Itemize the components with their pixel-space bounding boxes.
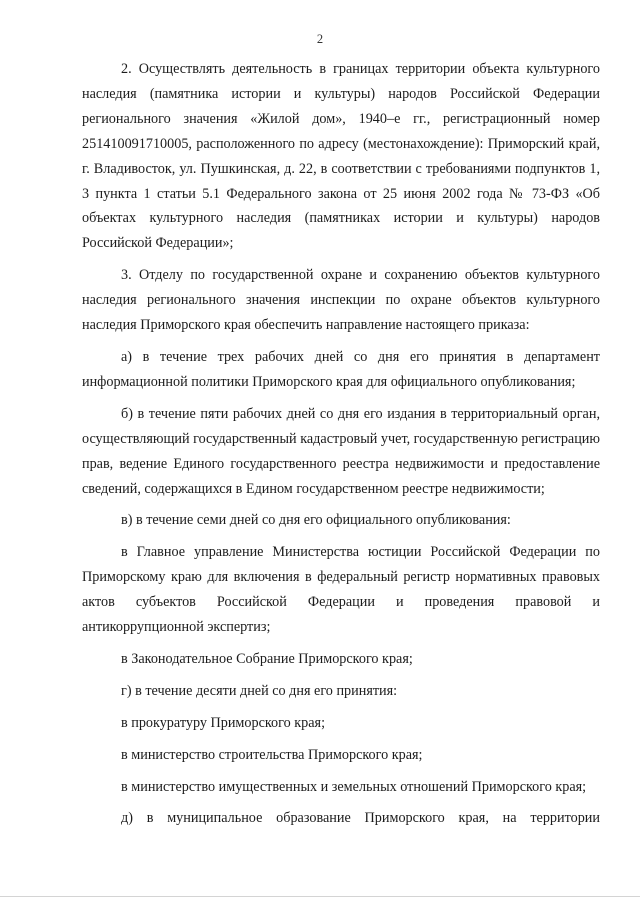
page-number: 2 <box>316 32 324 46</box>
document-body <box>82 57 600 831</box>
scan-edge-line <box>0 896 640 897</box>
paragraph-3: 3. Отделу по государственной охране и сохранению объектов культурного наследия регионального значения инспекции по охране объектов культурного наследия Приморского края обеспечить направление настоящего приказа: <box>82 267 600 334</box>
paragraph-3g: г) в течение десяти дней со дня его принятия: <box>121 682 398 699</box>
paragraph-minstroy: в министерство строительства Приморского края; <box>121 746 423 763</box>
paragraph-3d: д) в муниципальное образование Приморского края, на территории <box>121 810 600 827</box>
paragraph-prokuratura: в прокуратуру Приморского края; <box>121 714 326 731</box>
paragraph-3v: в) в течение семи дней со дня его официального опубликования: <box>121 512 511 529</box>
paragraph-zaksobranie: в Законодательное Собрание Приморского края; <box>121 650 413 667</box>
paragraph-minimush: в министерство имущественных и земельных отношений Приморского края; <box>121 778 587 795</box>
paragraph-minjust: в Главное управление Министерства юстиции Российской Федерации по Приморскому краю для включения в федеральный регистр нормативных правовых актов субъектов Российской Федерации и проведения правовой и антикоррупционной экспертиз; <box>82 544 600 636</box>
paragraph-3a: а) в течение трех рабочих дней со дня его принятия в департамент информационной политики Приморского края для официального опубликования; <box>82 348 600 390</box>
paragraph-2: 2. Осуществлять деятельность в границах территории объекта культурного наследия (памятника истории и культуры) народов Российской Федерации регионального значения «Жилой дом», 1940–е гг., регистрационный номер 251410091710005, расположенного по адресу (местонахождение): Приморский край, г. Владивосток, ул. Пушкинская, д. 22, в соответствии с требованиями подпунктов 1, 3 пункта 1 статьи 5.1 Федерального закона от 25 июня 2002 года № 73-ФЗ «Об объектах культурного наследия (памятниках истории и культуры) народов Российской Федерации»; <box>82 61 600 252</box>
paragraph-3b: б) в течение пяти рабочих дней со дня его издания в территориальный орган, осуществляющий государственный кадастровый учет, государственную регистрацию прав, ведение Единого государственного реестра недвижимости и предоставление сведений, содержащихся в Едином государственном реестре недвижимости; <box>82 405 600 497</box>
